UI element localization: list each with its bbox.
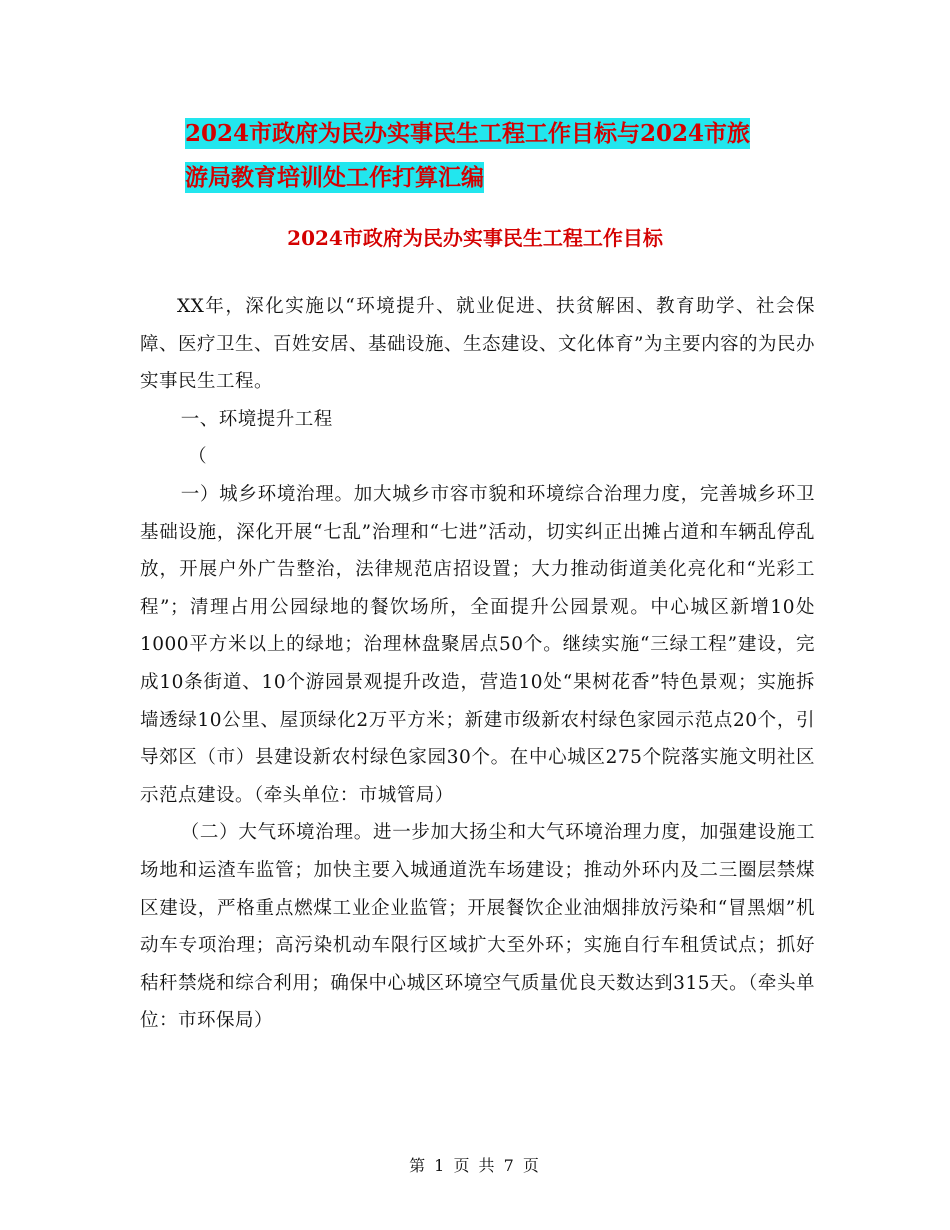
item-2-paragraph: （二）大气环境治理。进一步加大扬尘和大气环境治理力度，加强建设施工场地和运渣车监管；加快主要入城通道洗车场建设；推动外环内及二三圈层禁煤区建设，严格重点燃煤工业企业监管；开展餐饮企业油烟排放污染和“冒黑烟”机动车专项治理；高污染机动车限行区域扩大至外环；实施自行车租赁试点；抓好秸秆禁烧和综合利用；确保中心城区环境空气质量优良天数达到315天。（牵头单位：市环保局） bbox=[140, 822, 815, 1032]
section-1-heading: 一、环境提升工程 bbox=[180, 408, 333, 430]
open-paren-line: （ bbox=[188, 446, 208, 468]
document-title bbox=[185, 112, 825, 200]
document-body bbox=[140, 288, 815, 1040]
title-line-1: 2024市政府为民办实事民生工程工作目标与2024市旅 bbox=[185, 120, 751, 147]
section-heading: 2024市政府为民办实事民生工程工作目标 bbox=[287, 226, 663, 250]
page-footer: 第 1 页 共 7 页 bbox=[409, 1156, 541, 1175]
item-1-paragraph: 一）城乡环境治理。加大城乡市容市貌和环境综合治理力度，完善城乡环卫基础设施，深化开展“七乱”治理和“七进”活动，切实纠正出摊占道和车辆乱停乱放，开展户外广告整治，法律规范店招设置；大力推动街道美化亮化和“光彩工程”；清理占用公园绿地的餐饮场所，全面提升公园景观。中心城区新增10处1000平方米以上的绿地；治理林盘聚居点50个。继续实施“三绿工程”建设，完成10条街道、10个游园景观提升改造，营造10处“果树花香”特色景观；实施拆墙透绿10公里、屋顶绿化2万平方米；新建市级新农村绿色家园示范点20个，引导郊区（市）县建设新农村绿色家园30个。在中心城区275个院落实施文明社区示范点建设。（牵头单位：市城管局） bbox=[140, 483, 815, 806]
intro-paragraph: XX年，深化实施以“环境提升、就业促进、扶贫解困、教育助学、社会保障、医疗卫生、百姓安居、基础设施、生态建设、文化体育”为主要内容的为民办实事民生工程。 bbox=[140, 296, 815, 393]
title-line-2: 游局教育培训处工作打算汇编 bbox=[185, 164, 484, 191]
